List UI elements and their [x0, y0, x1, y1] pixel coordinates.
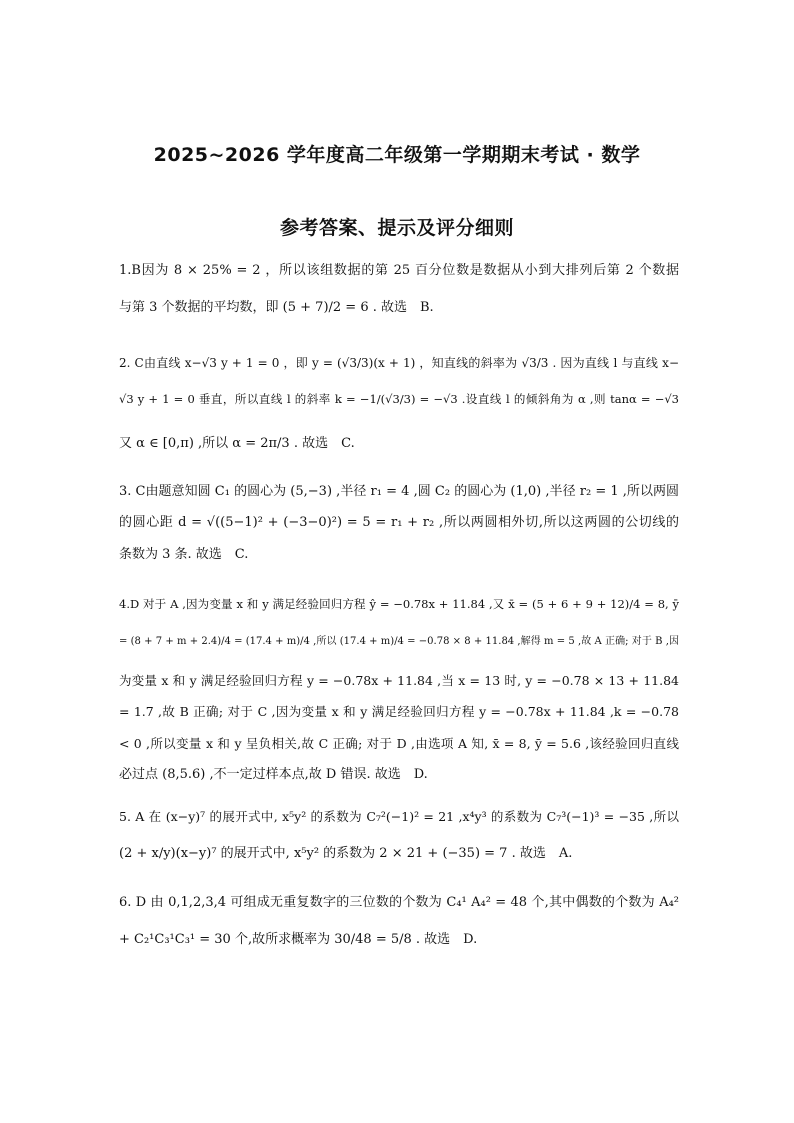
answer-line: 1.B因为 8 × 25% = 2 ，所以该组数据的第 25 百分位数是数据从小到大排列后第 2 个数据 [119, 263, 679, 278]
answer-line: + C₂¹C₃¹C₃¹ = 30 个,故所求概率为 30/48 = 5/8 . 故选 D. [119, 932, 478, 947]
answer-line: (2 + x/y)(x−y)⁷ 的展开式中, x⁵y² 的系数为 2 × 21 + (−35) = 7 . 故选 A. [119, 846, 573, 861]
exam-title: 2025~2026 学年度高二年级第一学期期末考试 · 数学 [153, 144, 641, 166]
answer-line: 条数为 3 条. 故选 C. [119, 547, 249, 562]
answer-line: 5. A 在 (x−y)⁷ 的展开式中, x⁵y² 的系数为 C₇²(−1)² = 21 ,x⁴y³ 的系数为 C₇³(−1)³ = −35 ,所以 [119, 809, 679, 824]
answer-line: 为变量 x 和 y 满足经验回归方程 y = −0.78x + 11.84 ,当 x = 13 时, y = −0.78 × 13 + 11.84 [119, 673, 679, 688]
answer-line: 必过点 (8,5.6) ,不一定过样本点,故 D 错误. 故选 D. [119, 767, 428, 782]
answer-line: 6. D 由 0,1,2,3,4 可组成无重复数字的三位数的个数为 C₄¹ A₄² = 48 个,其中偶数的个数为 A₄² [119, 895, 679, 910]
answer-line: < 0 ,所以变量 x 和 y 呈负相关,故 C 正确; 对于 D ,由选项 A 知, x̄ = 8, ȳ = 5.6 ,该经验回归直线 [119, 736, 679, 751]
answer-line: = 1.7 ,故 B 正确; 对于 C ,因为变量 x 和 y 满足经验回归方程 y = −0.78x + 11.84 ,k = −0.78 [119, 704, 679, 719]
answer-line: 3. C由题意知圆 C₁ 的圆心为 (5,−3) ,半径 r₁ = 4 ,圆 C₂ 的圆心为 (1,0) ,半径 r₂ = 1 ,所以两圆 [119, 484, 679, 499]
answer-line: 4.D 对于 A ,因为变量 x 和 y 满足经验回归方程 ŷ = −0.78x + 11.84 ,又 x̄ = (5 + 6 + 9 + 12)/4 = 8, ȳ [119, 597, 679, 611]
answer-line: = (8 + 7 + m + 2.4)/4 = (17.4 + m)/4 ,所以 (17.4 + m)/4 = −0.78 × 8 + 11.84 ,解得 m = 5 ,故 A 正确; 对于 B ,因 [119, 636, 679, 647]
answer-line: 的圆心距 d = √((5−1)² + (−3−0)²) = 5 = r₁ + r₂ ,所以两圆相外切,所以这两圆的公切线的 [119, 515, 679, 530]
answer-key-subtitle: 参考答案、提示及评分细则 [279, 217, 514, 239]
answer-line: 与第 3 个数据的平均数，即 (5 + 7)/2 = 6 . 故选 B. [119, 300, 434, 315]
answer-line: 又 α ∈ [0,π) ,所以 α = 2π/3 . 故选 C. [119, 436, 355, 451]
answer-line: √3 y + 1 = 0 垂直，所以直线 l 的斜率 k = −1/(√3/3) = −√3 .设直线 l 的倾斜角为 α ,则 tanα = −√3 [119, 392, 679, 406]
answer-line: 2. C由直线 x−√3 y + 1 = 0 ，即 y = (√3/3)(x + 1) ，知直线的斜率为 √3/3 . 因为直线 l 与直线 x− [119, 356, 679, 370]
